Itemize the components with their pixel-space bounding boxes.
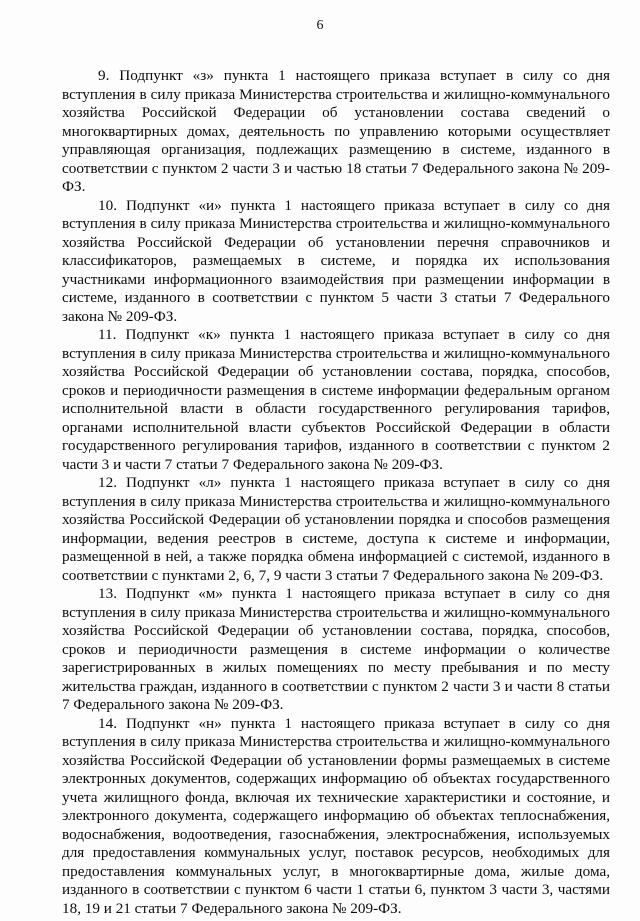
page-number: 6 <box>316 18 324 33</box>
paragraph-11: 11. Подпункт «к» пункта 1 настоящего приказа вступает в силу со дня вступления в силу приказа Министерства строительства и жилищно-коммунального хозяйства Российской Федерации об установлении состава, порядка, способов, сроков и периодичности размещения в системе информации федеральным органом исполнительной власти в области государственного регулирования тарифов, органами исполнительной власти субъектов Российской Федерации в области государственного регулирования тарифов, изданного в соответствии с пунктом 2 части 3 и части 7 статьи 7 Федерального закона № 209-ФЗ. <box>62 326 610 473</box>
paragraph-10: 10. Подпункт «и» пункта 1 настоящего приказа вступает в силу со дня вступления в силу приказа Министерства строительства и жилищно-коммунального хозяйства Российской Федерации об установлении перечня справочников и классификаторов, размещаемых в системе, и порядка их использования участниками информационного взаимодействия при размещении информации в системе, изданного в соответствии с пунктом 5 части 3 статьи 7 Федерального закона № 209-ФЗ. <box>62 196 610 325</box>
document-body <box>62 67 610 918</box>
paragraph-13: 13. Подпункт «м» пункта 1 настоящего приказа вступает в силу со дня вступления в силу приказа Министерства строительства и жилищно-коммунального хозяйства Российской Федерации об установлении состава, порядка, способов, сроков и периодичности размещения в системе информации о количестве зарегистрированных в жилых помещениях по месту пребывания и по месту жительства граждан, изданного в соответствии с пунктом 2 части 3 и части 8 статьи 7 Федерального закона № 209-ФЗ. <box>62 585 610 713</box>
paragraph-14: 14. Подпункт «н» пункта 1 настоящего приказа вступает в силу со дня вступления в силу приказа Министерства строительства и жилищно-коммунального хозяйства Российской Федерации об установлении формы размещаемых в системе электронных документов, содержащих информацию об объектах государственного учета жилищного фонда, включая их технические характеристики и состояние, и электронного документа, содержащего информацию об объектах теплоснабжения, водоснабжения, водоотведения, газоснабжения, электроснабжения, используемых для предоставления коммунальных услуг, поставок ресурсов, необходимых для предоставления коммунальных услуг, в многоквартирные дома, жилые дома, изданного в соответствии с пунктом 6 части 1 статьи 6, пунктом 3 части 3, частями 18, 19 и 21 статьи 7 Федерального закона № 209-ФЗ. <box>62 714 610 917</box>
paragraph-12: 12. Подпункт «л» пункта 1 настоящего приказа вступает в силу со дня вступления в силу приказа Министерства строительства и жилищно-коммунального хозяйства Российской Федерации об установлении порядка и способов размещения информации, ведения реестров в системе, доступа к системе и информации, размещенной в ней, а также порядка обмена информацией с системой, изданного в соответствии с пунктами 2, 6, 7, 9 части 3 статьи 7 Федерального закона № 209-ФЗ. <box>62 474 610 584</box>
paragraph-9: 9. Подпункт «з» пункта 1 настоящего приказа вступает в силу со дня вступления в силу приказа Министерства строительства и жилищно-коммунального хозяйства Российской Федерации об установлении состава сведений о многоквартирных домах, деятельность по управлению которыми осуществляет управляющая организация, подлежащих размещению в системе, изданного в соответствии с пунктом 2 части 3 и частью 18 статьи 7 Федерального закона № 209-ФЗ. <box>62 67 610 195</box>
